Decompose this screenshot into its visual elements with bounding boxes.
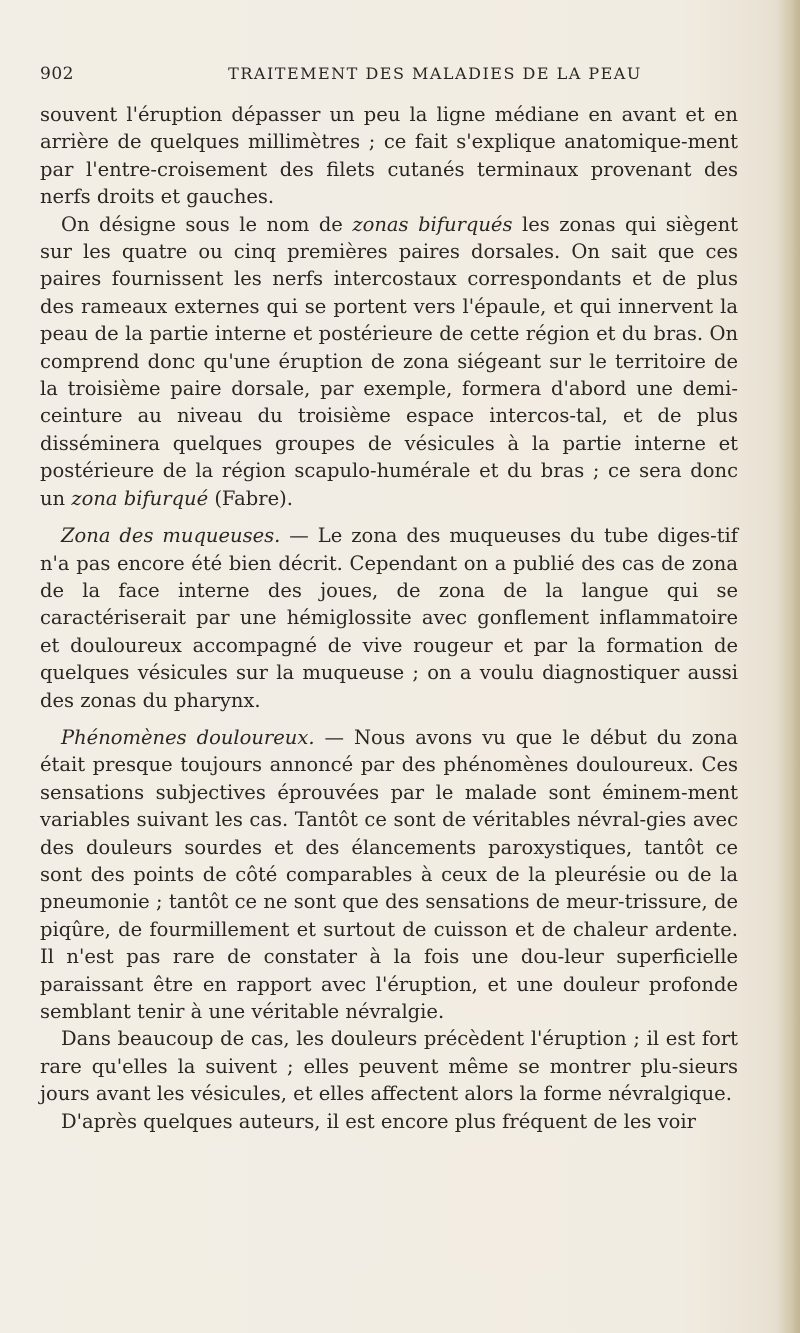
section-phenomenes-douloureux-text: — Nous avons vu que le début du zona était presque toujours annoncé par des phénomènes douloureux. Ces sensations subjectives éprouvées par le malade sont éminem-ment variables suivant les cas. Tantôt ce sont de véritables névral-gies avec des douleurs sourdes et des élancements paroxystiques, tantôt ce sont des points de côté comparables à ceux de la pleurésie ou de la pneumonie ; tantôt ce ne sont que des sensations de meur-trissure, de piqûre, de fourmillement et surtout de cuisson et de chaleur ardente. Il n'est pas rare de constater à la fois une dou-leur superficielle paraissant être en rapport avec l'éruption, et une douleur profonde semblant tenir à une véritable névralgie. — [40, 725, 738, 1023]
paragraph-5 — [40, 1025, 738, 1107]
section-phenomenes-douloureux — [40, 724, 738, 1025]
running-title: TRAITEMENT DES MALADIES DE LA PEAU — [228, 64, 642, 83]
paragraph-6-text: D'après quelques auteurs, il est encore plus fréquent de les voir — [61, 1109, 696, 1133]
page-edge-shadow — [778, 0, 800, 1333]
body-text — [40, 101, 738, 1135]
paragraph-2 — [40, 211, 738, 512]
page-number: 902 — [40, 64, 74, 84]
paragraph-2-mid: les zonas qui siègent sur les quatre ou cinq premières paires dorsales. On sait que ces paires fournissent les nerfs intercostaux correspondants et de plus des rameaux externes qui se portent vers l'épaule, et qui innervent la peau de la partie interne et postérieure de cette région et du bras. On comprend donc qu'une éruption de zona siégeant sur le territoire de la troisième paire dorsale, par exemple, formera d'abord une demi-ceinture au niveau du troisième espace intercos-tal, et de plus disséminera quelques groupes de vésicules à la partie interne et postérieure de la région scapulo-humérale et du bras ; ce sera donc un — [40, 212, 738, 510]
paragraph-2-post: (Fabre). — [208, 486, 293, 510]
section-zona-muqueuses-text: — Le zona des muqueuses du tube diges-tif n'a pas encore été bien décrit. Cependant on a publié des cas de zona de la face interne des joues, de zona de la langue qui se caractériserait par une hémiglossite avec gonflement inflammatoire et douloureux accompagné de vive rougeur et par la formation de quelques vésicules sur la muqueuse ; on a voulu diagnostiquer aussi des zonas du pharynx. — [40, 524, 739, 712]
section-zona-muqueuses — [40, 522, 738, 714]
paragraph-2-pre: On désigne sous le nom de — [61, 212, 353, 236]
page-header — [40, 64, 740, 94]
term-zonas-bifurques: zonas bifurqués — [352, 212, 513, 236]
paragraph-6 — [40, 1108, 738, 1135]
paragraph-1-text: souvent l'éruption dépasser un peu la ligne médiane en avant et en arrière de quelques millimètres ; ce fait s'explique anatomique-ment par l'entre-croisement des filets cutanés terminaux provenant des nerfs droits et gauches. — [40, 103, 738, 209]
section-heading-zona-muqueuses: Zona des muqueuses. — [61, 524, 281, 548]
paragraph-5-text: Dans beaucoup de cas, les douleurs précèdent l'éruption ; il est fort rare qu'elles la suivent ; elles peuvent même se montrer plu-sieurs jours avant les vésicules, et elles affectent alors la forme névralgique. — [40, 1027, 738, 1106]
paragraph-1 — [40, 101, 738, 211]
term-zona-bifurque: zona bifurqué — [71, 486, 209, 510]
section-heading-phenomenes-douloureux: Phénomènes douloureux. — [61, 725, 315, 749]
